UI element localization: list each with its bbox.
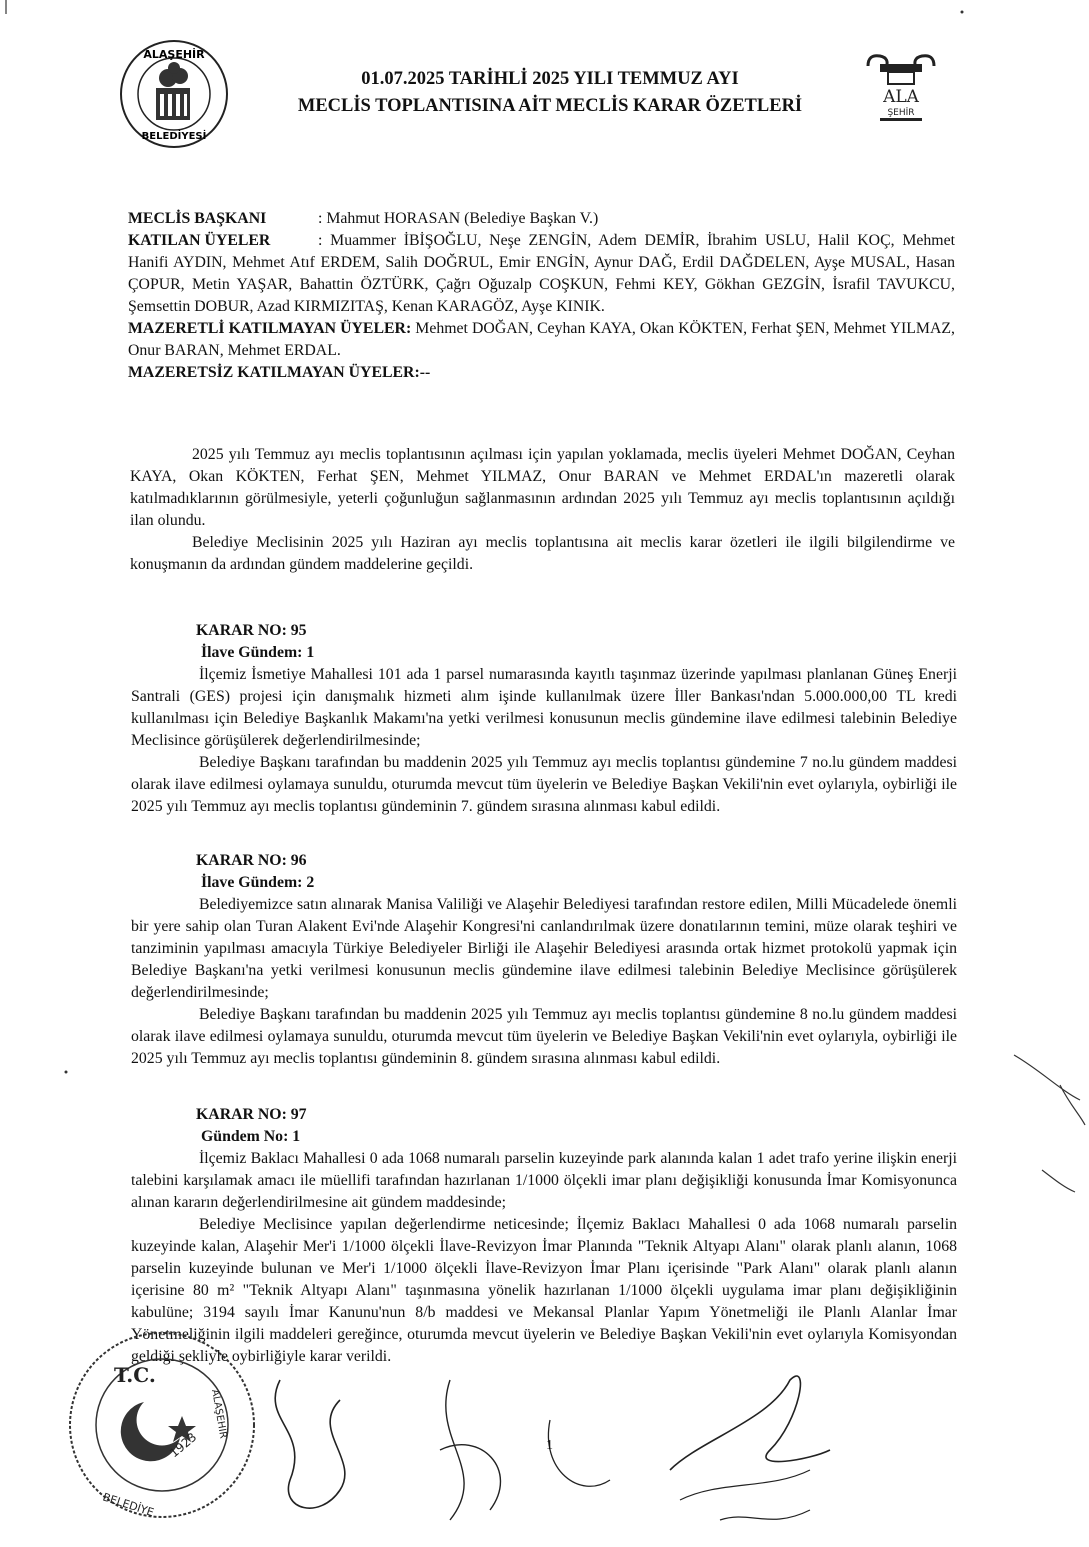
intro-paragraph-2: Belediye Meclisinin 2025 yılı Haziran ayı meclis toplantısına ait meclis karar özetleri ile ilgili bilgilendirme ve konuşmanın da ardından gündem maddelerine geçildi.	[130, 534, 955, 573]
unexcused-label: MAZERETSİZ KATILMAYAN ÜYELER:--	[128, 364, 431, 381]
svg-text:BELEDİYE: BELEDİYE	[101, 1490, 156, 1520]
svg-text:T.C.: T.C.	[114, 1363, 156, 1387]
intro-paragraph-1: 2025 yılı Temmuz ayı meclis toplantısının açılması için yapılan yoklamada, meclis üyeleri Mehmet DOĞAN, Ceyhan KAYA, Okan KÖKTEN, Ferhat ŞEN, Mehmet YILMAZ, Onur BARAN ve Mehmet ERDAL'ın mazeretli olarak katılmadıklarının görülmesiyle, yeterli çoğunluğun sağlanmasının ardından 2025 yılı Temmuz ayı meclis toplantısının açıldığı ilan olundu.	[130, 446, 955, 529]
decision-paragraph: Belediyemizce satın alınarak Manisa Valiliği ve Alaşehir Belediyesi tarafından restore edilen, Milli Mücadelede önemli bir yere sahip olan Turan Alakent Evi'nde Alaşehir Kongresi'ni canlandırılmak üzere donatılarının temini, müze olarak teşhiri ve tanziminin yapılması amacıyla Türkiye Belediyeler Birliği ile Alaşehir Belediyesi arasında ortak hizmet protokolü yapmak için Belediye Başkanı'na yetki verilmesi konusunun meclis gündemine ilave edilmesi talebinin Belediye Meclisince görüşülerek değerlendirilmesinde;	[131, 896, 957, 1001]
svg-text:ALAŞEHİR: ALAŞEHİR	[143, 48, 205, 61]
decision-number: KARAR NO: 97	[196, 1106, 307, 1123]
decision-paragraph: Belediye Meclisince yapılan değerlendirme neticesinde; İlçemiz Baklacı Mahallesi 0 ada 1068 numaralı parselin kuzeyinde kalan, Alaşehir Mer'i 1/1000 ölçekli İlave-Revizyon İmar Planında "Teknik Altyapı Alanı" olarak planlı alanın, 1068 parselin kuzeyinde bulunan ve Mer'i 1/1000 ölçekli İlave-Revizyon İmar Planı içerisinde "Park Alanı" olarak planlı alanın içerisine 80 m² "Teknik Altyapı Alanı" taşınmasına yönelik hazırlanan 1/1000 ölçekli uygulama imar planı değişikliğinin kabulüne; 3194 sayılı İmar Kanunu'nun 8/b maddesi ve Mekansal Planlar Yapım Yönetmeliği ile Planlı Alanlar İmar Yönetmeliğinin ilgili maddeleri gereğince, oturumda mevcut üyelerin ve Belediye Başkan Vekili'nin evet oylarıyla Komisyondan geldiği şekliyle oybirliğiyle karar verildi.	[131, 1216, 957, 1365]
signatures	[250, 1360, 910, 1540]
decision-95	[131, 620, 957, 818]
decision-number: KARAR NO: 95	[196, 622, 307, 639]
decision-96	[131, 850, 957, 1070]
decision-agenda-item: İlave Gündem: 2	[201, 874, 315, 891]
svg-text:ALA: ALA	[883, 87, 919, 107]
decision-number: KARAR NO: 96	[196, 852, 307, 869]
svg-text:ALAŞEHİR: ALAŞEHİR	[209, 1388, 229, 1440]
unexcused-row	[128, 362, 955, 384]
city-logo-right	[862, 52, 940, 124]
decision-paragraph: Belediye Başkanı tarafından bu maddenin 2025 yılı Temmuz ayı meclis toplantısı gündemine 7 no.lu gündem maddesi olarak ilave edilmesi oylamaya sunuldu, oturumda mevcut tüm üyelerin ve Belediye Başkan Vekili'nin evet oylarıyla, oybirliği ile 2025 yılı Temmuz ayı meclis toplantısı gündeminin 7. gündem sırasına alınması kabul edildi.	[131, 754, 957, 815]
members-row	[128, 230, 955, 318]
title-line-1: 01.07.2025 TARİHLİ 2025 YILI TEMMUZ AYI	[361, 69, 739, 89]
svg-text:1923: 1923	[166, 1429, 200, 1461]
official-seal-stamp	[62, 1320, 262, 1530]
page-number: 1	[546, 1438, 553, 1453]
intro-section	[130, 444, 955, 576]
president-label: MECLİS BAŞKANI	[128, 210, 267, 227]
decision-paragraph: Belediye Başkanı tarafından bu maddenin 2025 yılı Temmuz ayı meclis toplantısı gündemine 8 no.lu gündem maddesi olarak ilave edilmesi oylamaya sunuldu, oturumda mevcut tüm üyelerin ve Belediye Başkan Vekili'nin evet oylarıyla, oybirliği ile 2025 yılı Temmuz ayı meclis toplantısı gündeminin 8. gündem sırasına alınması kabul edildi.	[131, 1006, 957, 1067]
president-row	[128, 208, 955, 230]
members-label: KATILAN ÜYELER	[128, 232, 271, 249]
decision-paragraph: İlçemiz Baklacı Mahallesi 0 ada 1068 numaralı parselin kuzeyinde park alanında kalan 1 adet trafo yerine ilişkin enerji talebini karşılamak amacı ile müellifi tarafından hazırlanan 1/1000 ölçekli imar planı değişikliği konusunda İmar Komisyonunca alınan kararın değerlendirilmesine ait gündem maddesinde;	[131, 1150, 957, 1211]
president-value: : Mahmut HORASAN (Belediye Başkan V.)	[318, 210, 599, 227]
members-value: : Muammer İBİŞOĞLU, Neşe ZENGİN, Adem DEMİR, İbrahim USLU, Halil KOÇ, Mehmet Hanifi AYDIN, Mehmet Atıf ERDEM, Salih DOĞRUL, Emir ENGİN, Aynur DAĞ, Erdil DAĞDELEN, Ayşe MUSAL, Hasan ÇOPUR, Metin YAŞAR, Bahattin ÖZTÜRK, Çağrı Oğuzalp COŞKUN, Fehmi KEY, Gökhan GEZGİN, İsrafil TAVUKCU, Şemsettin DOBUR, Azad KIRMIZITAŞ, Kenan KARAGÖZ, Ayşe KINIK.	[128, 232, 955, 315]
decision-paragraph: İlçemiz İsmetiye Mahallesi 101 ada 1 parsel numarasında kayıtlı taşınmaz üzerinde yapılması planlanan Güneş Enerji Santrali (GES) projesi için danışmalık hizmeti alım işinde kullanılmak üzere İller Bankası'ndan 5.000.000,00 TL kredi kullanılması için Belediye Başkanlık Makamı'na yetki verilmesi konusunun meclis gündemine ilave edilmesi talebinin Belediye Meclisince görüşülerek değerlendirilmesinde;	[131, 666, 957, 749]
excused-value: Mehmet DOĞAN, Ceyhan KAYA, Okan KÖKTEN, Ferhat ŞEN, Mehmet YILMAZ, Onur BARAN, Mehmet ERDAL.	[128, 320, 955, 359]
document-title	[240, 66, 860, 120]
excused-row	[128, 318, 955, 362]
svg-text:BELEDİYESİ: BELEDİYESİ	[141, 131, 207, 142]
decision-agenda-item: İlave Gündem: 1	[201, 644, 315, 661]
excused-label: MAZERETLİ KATILMAYAN ÜYELER:	[128, 320, 412, 337]
svg-text:ŞEHİR: ŞEHİR	[887, 108, 915, 118]
attendance-section	[128, 208, 955, 384]
decision-agenda-item: Gündem No: 1	[201, 1128, 301, 1145]
title-line-2: MECLİS TOPLANTISINA AİT MECLİS KARAR ÖZETLERİ	[297, 96, 803, 116]
municipality-logo-left	[118, 38, 230, 150]
